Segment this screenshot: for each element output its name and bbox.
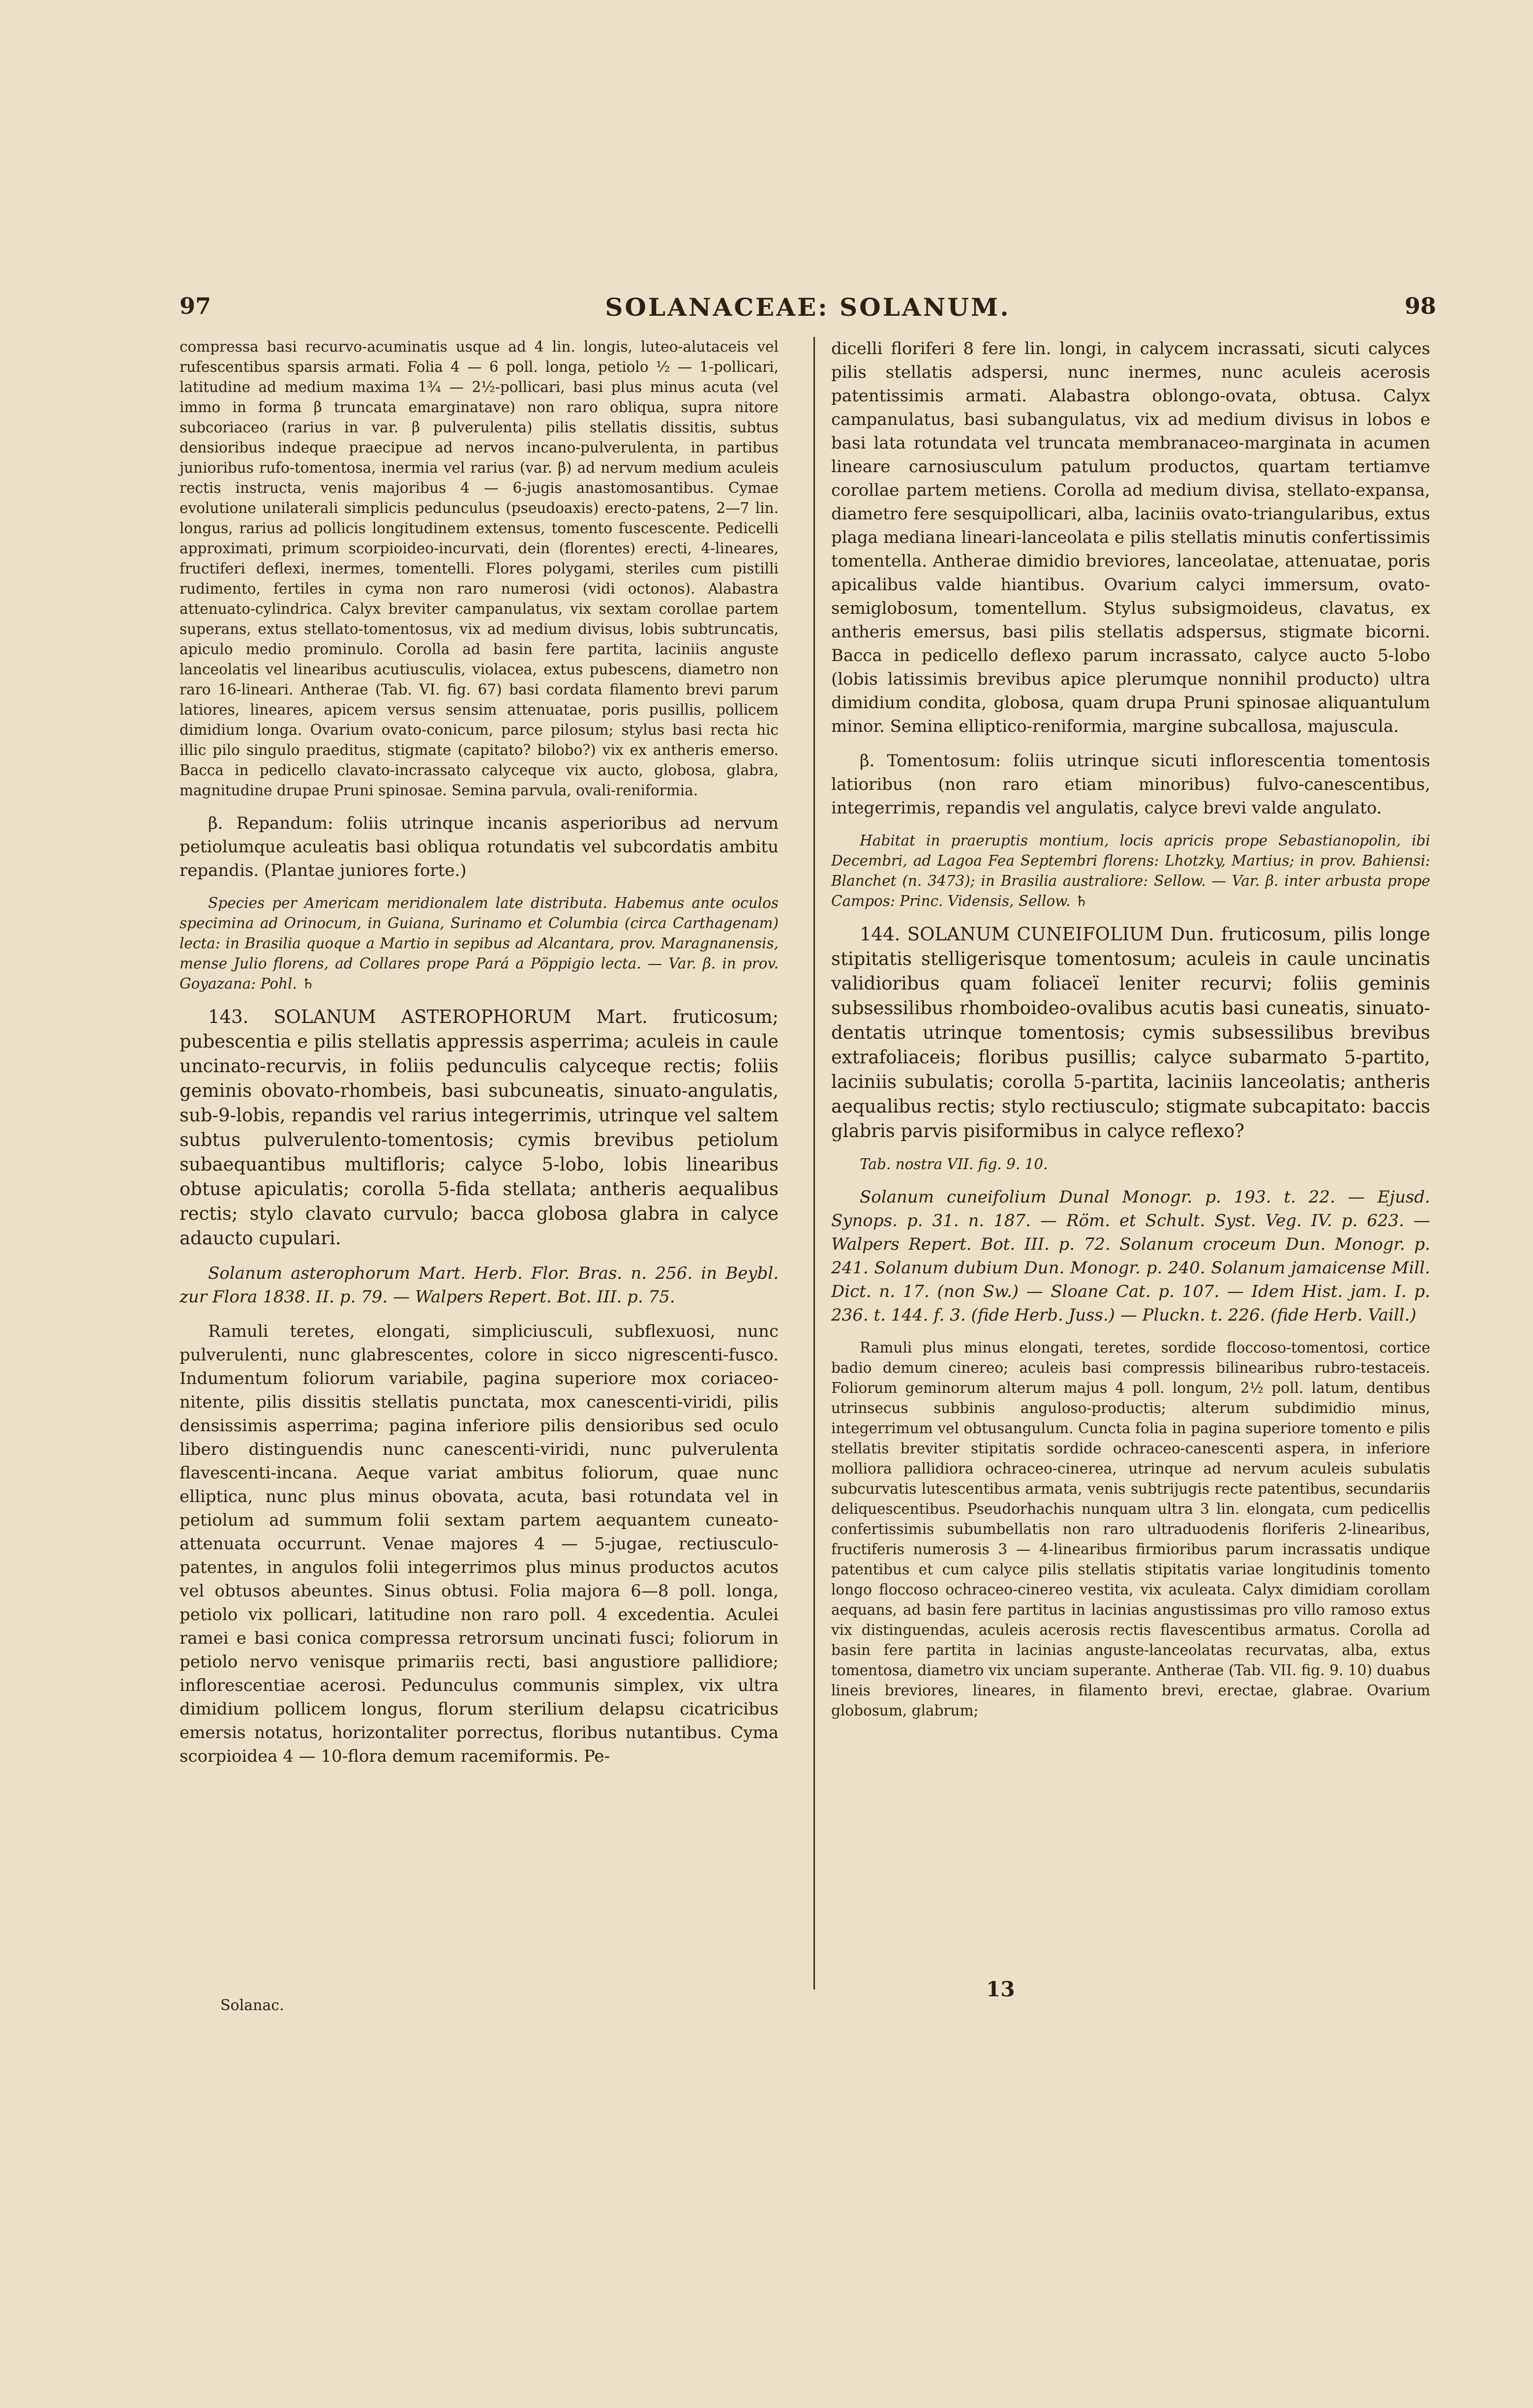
paragraph: Species per Americam meridionalem late distributa. Habemus ante oculos specimina ad Orinocum, in Guiana, Surinamo et Columbia (circa Carthagenam) lecta: in Brasilia quoque a Martio in sepibus ad Alcantara, prov. Maragnanensis, mense Julio florens, ad Collares prope Pará a Pöppigio lecta. — Var. β. in prov. Goyazana: Pohl. ♄ (180, 895, 779, 992)
left-page-number: 97 (180, 293, 211, 319)
paragraph: Tab. nostra VII. fig. 9. 10. (860, 1156, 1048, 1173)
paragraph: Solanum cuneifolium Dunal Monogr. p. 193. t. 22. — Ejusd. Synops. p. 31. n. 187. — Röm. et Schult. Syst. Veg. IV. p. 623. — Walpers Repert. Bot. III. p. 72. Solanum croceum Dun. Monogr. p. 241. Solanum dubium Dun. Monogr. p. 240. Solanum jamaicense Mill. Dict. n. 17. (non Sw.) — Sloane Cat. p. 107. — Idem Hist. jam. I. p. 236. t. 144. f. 3. (fide Herb. Juss.) — Pluckn. t. 226. (fide Herb. Vaill.) (831, 1187, 1430, 1325)
paragraph: β. Tomentosum: foliis utrinque sicuti inflorescentia tomentosis latioribus (non raro etiam minoribus) fulvo-canescentibus, integerrimis, repandis vel angulatis, calyce brevi valde angulato. (831, 751, 1430, 818)
paragraph: dicelli floriferi 8 fere lin. longi, in calycem incrassati, sicuti calyces pilis stellatis adspersi, nunc inermes, nunc aculeis acerosis patentissimis armati. Alabastra oblongo-ovata, obtusa. Calyx campanulatus, basi subangulatus, vix ad medium divisus in lobos e basi lata rotundata vel truncata membranaceo-marginata in acumen lineare carnosiusculum patulum productos, quartam tertiamve corollae partem metiens. Corolla ad medium divisa, stellato-expansa, diametro fere sesquipollicari, alba, laciniis ovato-triangularibus, extus plaga mediana lineari-lanceolata e pilis stellatis minutis confertissimis tomentella. Antherae dimidio breviores, lanceolatae, attenuatae, poris apicalibus valde hiantibus. Ovarium calyci immersum, ovato-semiglobosum, tomentellum. Stylus subsigmoideus, clavatus, ex antheris emersus, basi pilis stellatis adspersus, stigmate bicorni. Bacca in pedicello deflexo parum incrassato, calyce aucto 5-lobo (lobis latissimis brevibus apice plerumque nonnihil producto) ultra dimidium condita, globosa, quam drupa Pruni spinosae aliquantulum minor. Semina elliptico-reniformia, margine subcallosa, majuscula. (831, 339, 1430, 736)
paragraph: β. Repandum: foliis utrinque incanis asperioribus ad nervum petiolumque aculeatis basi obliqua rotundatis vel subcordatis ambitu repandis. (Plantae juniores forte.) (180, 813, 779, 880)
paragraph: Solanum asterophorum Mart. Herb. Flor. Bras. n. 256. in Beybl. zur Flora 1838. II. p. 79. — Walpers Repert. Bot. III. p. 75. (180, 1264, 779, 1307)
paragraph: compressa basi recurvo-acuminatis usque ad 4 lin. longis, luteo-alutaceis vel rufescentibus sparsis armati. Folia 4 — 6 poll. longa, petiolo ½ — 1-pollicari, latitudine ad medium maxima 1¾ — 2½-pollicari, basi plus minus acuta (vel immo in forma β truncata emarginatave) non raro obliqua, supra nitore subcoriaceo (rarius in var. β pulverulenta) pilis stellatis dissitis, subtus densioribus indeque praecipue ad nervos incano-pulverulenta, in partibus junioribus rufo-tomentosa, inermia vel rarius (var. β) ad nervum medium aculeis rectis instructa, venis majoribus 4 — 6-jugis anastomosantibus. Cymae evolutione unilaterali simplicis pedunculus (pseudoaxis) erecto-patens, 2—7 lin. longus, rarius ad pollicis longitudinem extensus, tomento fuscescente. Pedicelli approximati, primum scorpioideo-incurvati, dein (florentes) erecti, 4-lineares, fructiferi deflexi, inermes, tomentelli. Flores polygami, steriles cum pistilli rudimento, fertiles in cyma non raro numerosi (vidi octonos). Alabastra attenuato-cylindrica. Calyx breviter campanulatus, vix sextam corollae partem superans, extus stellato-tomentosus, vix ad medium divisus, lobis subtruncatis, apiculo medio prominulo. Corolla ad basin fere partita, laciniis anguste lanceolatis vel linearibus acutiusculis, violacea, extus pubescens, diametro non raro 16-lineari. Antherae (Tab. VI. fig. 67) basi cordata filamento brevi parum latiores, lineares, apicem versus sensim attenuatae, poris pusillis, pollicem dimidium longa. Ovarium ovato-conicum, parce pilosum; stylus basi recta hic illic pilo singulo praeditus, stigmate (capitato? bilobo?) vix ex antheris emerso. Bacca in pedicello clavato-incrassato calyceque vix aucto, globosa, glabra, magnitudine drupae Pruni spinosae. Semina parvula, ovali-reniformia. (180, 338, 779, 799)
sheet-number: 13 (986, 1977, 1015, 2001)
paragraph: 143. SOLANUM ASTEROPHORUM Mart. fruticosum; pubescentia e pilis stellatis appressis asperrima; aculeis in caule uncinato-recurvis, in foliis pedunculis calyceque rectis; foliis geminis obovato-rhombeis, basi subcuneatis, sinuato-angulatis, sub-9-lobis, repandis vel rarius integerrimis, utrinque vel saltem subtus pulverulento-tomentosis; cymis brevibus petiolum subaequantibus multifloris; calyce 5-lobo, lobis linearibus obtuse apiculatis; corolla 5-fida stellata; antheris aequalibus rectis; stylo clavato curvulo; bacca globosa glabra in calyce adaucto cupulari. (180, 1006, 779, 1249)
running-head: SOLANACEAE: SOLANUM. (605, 293, 1011, 322)
left-column (180, 337, 779, 1779)
right-column (831, 337, 1430, 1732)
column-divider (813, 337, 815, 1989)
page-header (180, 293, 1436, 327)
paragraph: 144. SOLANUM CUNEIFOLIUM Dun. fruticosum, pilis longe stipitatis stelligerisque tomentosum; aculeis in caule uncinatis validioribus quam foliaceï leniter recurvi; foliis geminis subsessilibus rhomboideo-ovalibus acutis basi cuneatis, sinuato-dentatis utrinque tomentosis; cymis subsessilibus brevibus extrafoliaceis; floribus pusillis; calyce subarmato 5-partito, laciniis subulatis; corolla 5-partita, laciniis lanceolatis; antheris aequalibus rectis; stylo rectiusculo; stigmate subcapitato: baccis glabris parvis pisiformibus in calyce reflexo? (831, 924, 1430, 1142)
signature-mark: Solanac. (220, 1997, 284, 2014)
right-page-number: 98 (1404, 293, 1436, 319)
paragraph: Ramuli teretes, elongati, simpliciusculi, subflexuosi, nunc pulverulenti, nunc glabrescentes, colore in sicco nigrescenti-fusco. Indumentum foliorum variabile, pagina superiore mox coriaceo-nitente, pilis dissitis stellatis punctata, mox canescenti-viridi, pilis densissimis asperrima; pagina inferiore pilis densioribus sed oculo libero distinguendis nunc canescenti-viridi, nunc pulverulenta flavescenti-incana. Aeque variat ambitus foliorum, quae nunc elliptica, nunc plus minus obovata, acuta, basi rotundata vel in petiolum ad summum folii sextam partem aequantem cuneato-attenuata occurrunt. Venae majores 4 — 5-jugae, rectiusculo-patentes, in angulos folii integerrimos plus minus productos acutos vel obtusos abeuntes. Sinus obtusi. Folia majora 6—8 poll. longa, petiolo vix pollicari, latitudine non raro poll. 4 excedentia. Aculei ramei e basi conica compressa retrorsum uncinati fusci; foliorum in petiolo nervo venisque primariis recti, basi angustiore pallidiore; inflorescentiae acerosi. Pedunculus communis simplex, vix ultra dimidium pollicem longus, florum sterilium delapsu cicatricibus emersis notatus, horizontaliter porrectus, floribus nutantibus. Cyma scorpioidea 4 — 10-flora demum racemiformis. Pe- (180, 1322, 779, 1766)
paragraph: Habitat in praeruptis montium, locis apricis prope Sebastianopolin, ibi Decembri, ad Lagoa Fea Septembri florens: Lhotzky, Martius; in prov. Bahiensi: Blanchet (n. 3473); in Brasilia australiore: Sellow. — Var. β. inter arbusta prope Campos: Princ. Vidensis, Sellow. ♄ (831, 832, 1430, 909)
paragraph: Ramuli plus minus elongati, teretes, sordide floccoso-tomentosi, cortice badio demum cinereo; aculeis basi compressis bilinearibus rubro-testaceis. Foliorum geminorum alterum majus 4 poll. longum, 2½ poll. latum, dentibus utrinsecus subbinis anguloso-productis; alterum subdimidio minus, integerrimum vel obtusangulum. Cuncta folia in pagina superiore tomento e pilis stellatis breviter stipitatis sordide ochraceo-canescenti aspera, in inferiore molliora pallidiora ochraceo-cinerea, utrinque ad nervum aculeis subulatis subcurvatis lutescentibus armata, venis subtrijugis recte patentibus, secundariis deliquescentibus. Pseudorhachis nunquam ultra 3 lin. elongata, cum pedicellis confertissimis subumbellatis non raro ultraduodenis floriferis 2-linearibus, fructiferis numerosis 3 — 4-linearibus firmioribus parum incrassatis undique patentibus et cum calyce pilis stellatis stipitatis variae longitudinis tomento longo floccoso ochraceo-cinereo vestita, vix aculeata. Calyx dimidiam corollam aequans, ad basin fere partitus in lacinias angustissimas pro villo ramoso extus vix distinguendas, aculeis acerosis rectis flavescentibus armatus. Corolla ad basin fere partita in lacinias anguste-lanceolatas recurvatas, alba, extus tomentosa, diametro vix unciam superante. Antherae (Tab. VII. fig. 9. 10) duabus lineis breviores, lineares, in filamento brevi, erectae, glabrae. Ovarium globosum, glabrum; (831, 1339, 1430, 1719)
